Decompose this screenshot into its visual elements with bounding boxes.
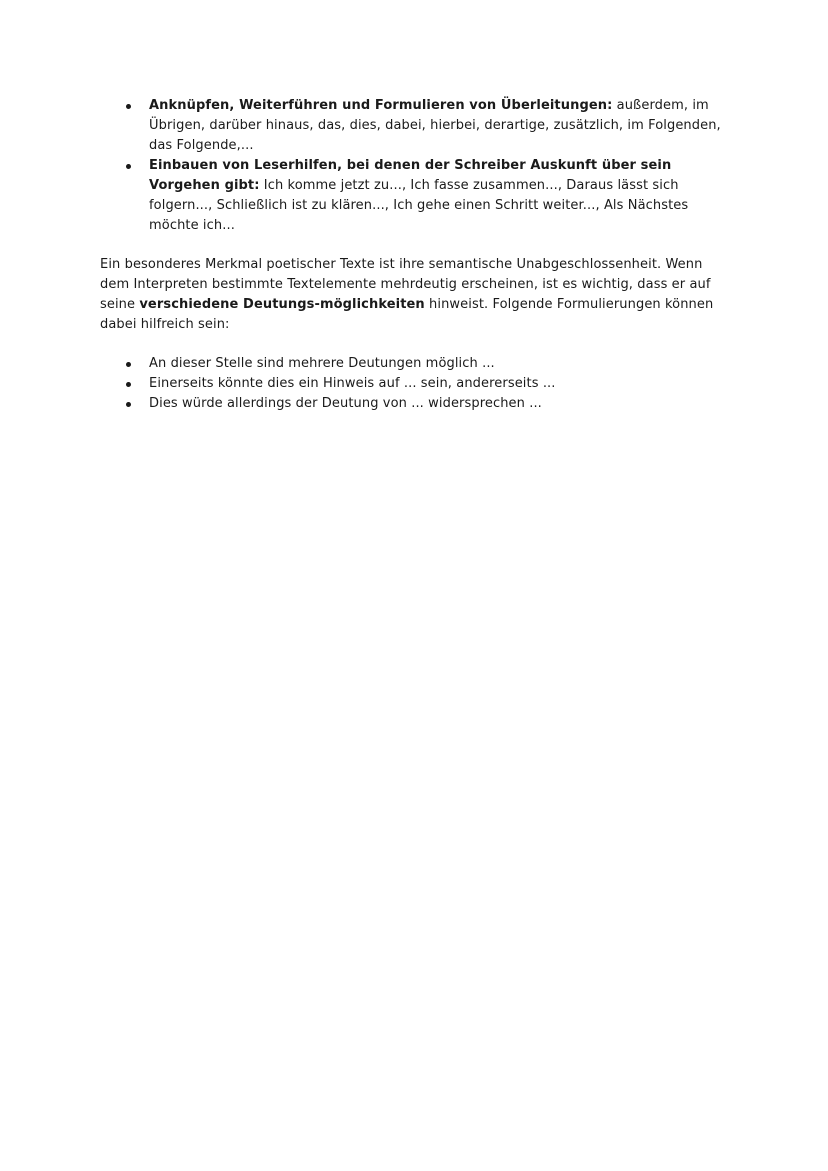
list-item-heading: Einbauen von Leserhilfen, bei denen der Schreiber Auskunft über sein Vorgehen gibt: bbox=[149, 158, 672, 193]
list-item-text: Dies würde allerdings der Deutung von ... widersprechen ... bbox=[149, 396, 542, 411]
list-item bbox=[100, 354, 730, 374]
list-item bbox=[100, 394, 730, 414]
list-item bbox=[100, 156, 730, 236]
paragraph-bold-term: verschiedene Deutungs-möglichkeiten bbox=[139, 297, 425, 312]
bullet-icon bbox=[126, 164, 131, 169]
phrase-list-transitions bbox=[100, 96, 730, 236]
list-item-heading: Anknüpfen, Weiterführen und Formulieren von Überleitungen: bbox=[149, 98, 613, 113]
bullet-icon bbox=[126, 362, 131, 367]
paragraph-text-start: Ein besonderes Merkmal poetischer Texte ist ihre semantische Unabgeschlossenheit. Wenn dem Interpreten bestimmte Textelemente mehrdeutig erscheinen, ist es wichtig, dass er auf seine bbox=[100, 257, 711, 312]
list-item-text: Einerseits könnte dies ein Hinweis auf ... sein, andererseits ... bbox=[149, 376, 556, 391]
list-item bbox=[100, 96, 730, 156]
list-item bbox=[100, 374, 730, 394]
body-paragraph bbox=[100, 255, 730, 335]
bullet-icon bbox=[126, 382, 131, 387]
bullet-icon bbox=[126, 402, 131, 407]
bullet-icon bbox=[126, 104, 131, 109]
document-content bbox=[100, 96, 730, 414]
phrase-list-interpretations bbox=[100, 354, 730, 414]
list-item-text: An dieser Stelle sind mehrere Deutungen möglich ... bbox=[149, 356, 495, 371]
list-item-text: Ich komme jetzt zu..., Ich fasse zusammen..., Daraus lässt sich folgern..., Schließlich ist zu klären..., Ich gehe einen Schritt weiter..., Als Nächstes möchte ich... bbox=[149, 178, 689, 233]
list-item-text: außerdem, im Übrigen, darüber hinaus, das, dies, dabei, hierbei, derartige, zusätzlich, im Folgenden, das Folgende,... bbox=[149, 98, 721, 153]
paragraph-text-end: hinweist. Folgende Formulierungen können dabei hilfreich sein: bbox=[100, 297, 714, 332]
